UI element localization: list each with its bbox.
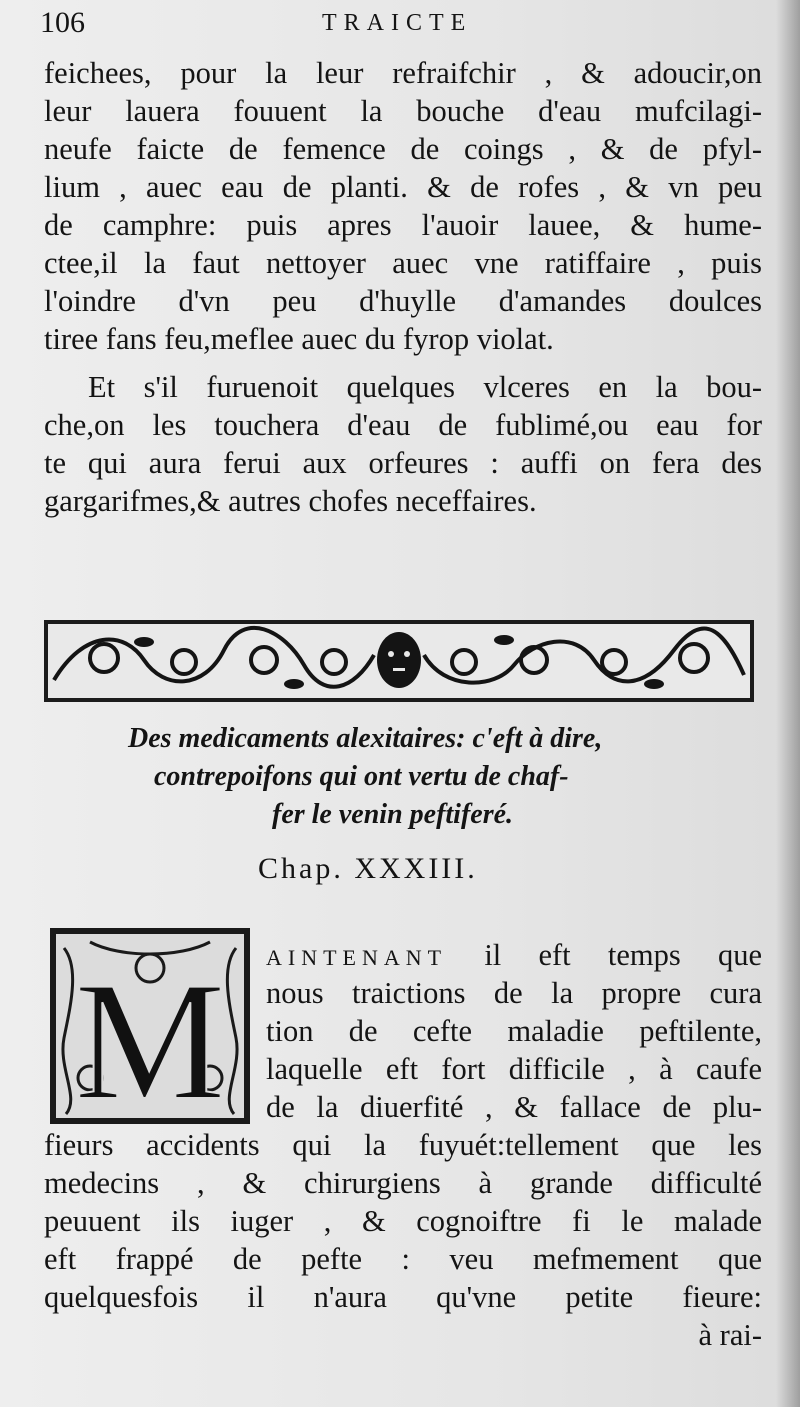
lead-word: AINTENANT <box>266 945 448 970</box>
page-edge-shadow <box>776 0 800 1407</box>
text-line: gargarifmes,& autres chofes neceffaires. <box>44 484 537 518</box>
text-line: tiree fans feu,meflee auec du fyrop violat. <box>44 322 554 356</box>
text-line: eft frappé de pefte : veu mefmement que <box>44 1242 762 1276</box>
chapter-subtitle <box>44 720 762 834</box>
text-line <box>266 936 762 974</box>
ornamental-band <box>44 620 754 702</box>
subtitle-line: Des medicaments alexitaires: c'eft à dire, <box>128 723 603 754</box>
text-line: nous traictions de la propre cura <box>266 976 762 1010</box>
paragraph-1 <box>44 54 762 358</box>
text-line: peuuent ils iuger , & cognoiftre fi le malade <box>44 1204 762 1238</box>
paragraph-3-full <box>44 1126 762 1354</box>
page-number: 106 <box>40 6 85 39</box>
text-line: te qui aura ferui aux orfeures : auffi on fera des <box>44 446 762 480</box>
text-line: Et s'il furuenoit quelques vlceres en la bou- <box>88 370 762 404</box>
text-line: quelquesfois il n'aura qu'vne petite fieure: <box>44 1280 762 1314</box>
lead-line-rest: il eft temps que <box>447 938 762 972</box>
text-line: fieurs accidents qui la fuyuét:tellement que les <box>44 1128 762 1162</box>
subtitle-line: contrepoifons qui ont vertu de chaf- <box>154 761 569 792</box>
text-line: medecins , & chirurgiens à grande difficulté <box>44 1166 762 1200</box>
text-line: leur lauera fouuent la bouche d'eau mufcilagi- <box>44 94 762 128</box>
decorated-initial <box>50 928 250 1124</box>
text-line: tion de cefte maladie peftilente, <box>266 1014 762 1048</box>
text-line: de camphre: puis apres l'auoir lauee, & hume- <box>44 208 762 242</box>
page-header <box>40 6 760 40</box>
paragraph-3-indented <box>266 936 762 1126</box>
text-line: feichees, pour la leur refraifchir , & adoucir,on <box>44 56 762 90</box>
chapter-heading: Chap. XXXIII. <box>258 852 478 885</box>
text-line: neufe faicte de femence de coings , & de pfyl- <box>44 132 762 166</box>
text-line: laquelle eft fort difficile , à caufe <box>266 1052 762 1086</box>
text-line: che,on les touchera d'eau de fublimé,ou eau for <box>44 408 762 442</box>
drop-cap-letter: M <box>74 947 226 1124</box>
text-line: de la diuerfité , & fallace de plu- <box>266 1090 762 1124</box>
text-line: lium , auec eau de planti. & de rofes , & vn peu <box>44 170 762 204</box>
text-line: ctee,il la faut nettoyer auec vne ratiffaire , puis <box>44 246 762 280</box>
text-line: l'oindre d'vn peu d'huylle d'amandes doulces <box>44 284 762 318</box>
catchword: à rai- <box>698 1318 762 1352</box>
subtitle-line: fer le venin peftiferé. <box>272 799 514 830</box>
running-title: TRAICTE <box>322 10 473 36</box>
paragraph-2 <box>44 368 762 520</box>
